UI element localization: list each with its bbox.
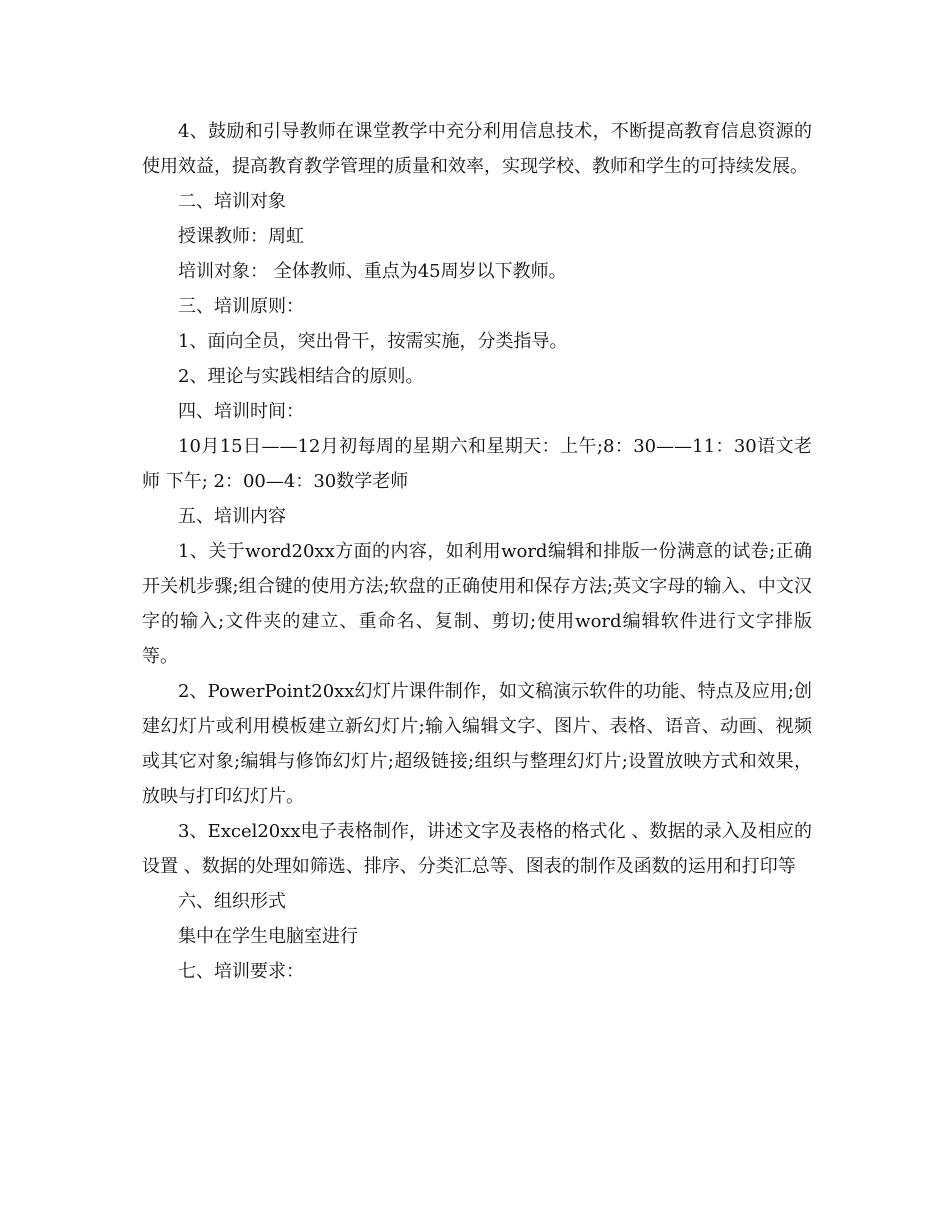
paragraph-content-word: 1、关于word20xx方面的内容，如利用word编辑和排版一份满意的试卷;正确开关机步骤;组合键的使用方法;软盘的正确使用和保存方法;英文字母的输入、中文汉字的输入;文件夹的建立、重命名、复制、剪切;使用word编辑软件进行文字排版等。 bbox=[142, 541, 812, 667]
paragraph-goal-4: 4、鼓励和引导教师在课堂教学中充分利用信息技术，不断提高教育信息资源的使用效益，提高教育教学管理的质量和效率，实现学校、教师和学生的可持续发展。 bbox=[142, 121, 812, 177]
heading-training-principles: 三、培训原则： bbox=[178, 296, 304, 317]
paragraph-audience: 培训对象： 全体教师、重点为45周岁以下教师。 bbox=[178, 261, 567, 282]
paragraph-instructor: 授课教师：周虹 bbox=[178, 226, 304, 247]
document-body bbox=[142, 114, 812, 989]
heading-training-target: 二、培训对象 bbox=[178, 191, 286, 212]
paragraph-principle-2: 2、理论与实践相结合的原则。 bbox=[178, 366, 424, 387]
heading-organization: 六、组织形式 bbox=[178, 891, 286, 912]
heading-training-content: 五、培训内容 bbox=[178, 506, 286, 527]
paragraph-content-powerpoint: 2、PowerPoint20xx幻灯片课件制作，如文稿演示软件的功能、特点及应用;创建幻灯片或利用模板建立新幻灯片;输入编辑文字、图片、表格、语音、动画、视频或其它对象;编辑与修饰幻灯片;超级链接;组织与整理幻灯片;设置放映方式和效果，放映与打印幻灯片。 bbox=[142, 681, 812, 807]
paragraph-schedule: 10月15日——12月初每周的星期六和星期天：上午;8：30——11：30语文老师 下午; 2：00—4：30数学老师 bbox=[142, 436, 812, 492]
paragraph-principle-1: 1、面向全员，突出骨干，按需实施，分类指导。 bbox=[178, 331, 568, 352]
paragraph-location: 集中在学生电脑室进行 bbox=[178, 926, 358, 947]
heading-training-time: 四、培训时间： bbox=[178, 401, 304, 422]
paragraph-content-excel: 3、Excel20xx电子表格制作，讲述文字及表格的格式化 、数据的录入及相应的设置 、数据的处理如筛选、排序、分类汇总等、图表的制作及函数的运用和打印等 bbox=[142, 821, 812, 877]
heading-training-requirements: 七、培训要求： bbox=[178, 961, 304, 982]
